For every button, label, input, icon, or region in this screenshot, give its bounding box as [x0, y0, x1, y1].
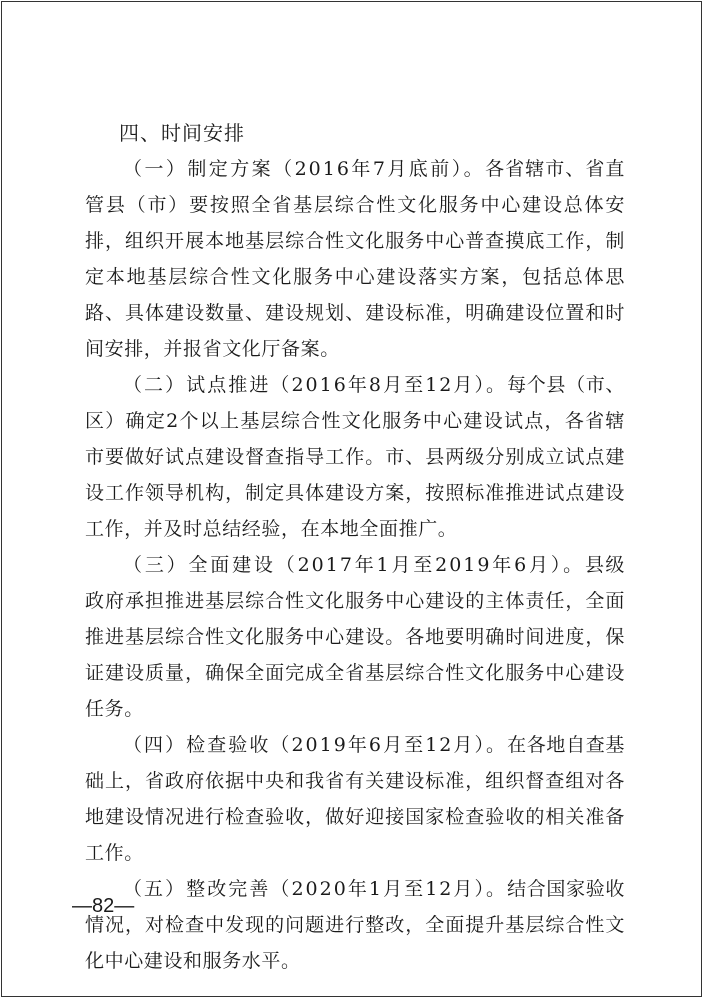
paragraph-lead: （二）试点推进（2016年8月至12月）。: [123, 374, 508, 396]
paragraph-lead: （五）整改完善（2020年1月至12月）。: [123, 878, 508, 900]
paragraph-text: 在各地自查基础上，省政府依据中央和我省有关建设标准，组织督查组对各地建设情况进行检查验收，做好迎接国家检查验收的相关准备工作。: [85, 734, 625, 864]
page-number: —82—: [72, 895, 135, 917]
paragraph-text: 每个县（市、区）确定2个以上基层综合性文化服务中心建设试点，各省辖市要做好试点建设督查指导工作。市、县两级分别成立试点建设工作领导机构，制定具体建设方案，按照标准推进试点建设工作，并及时总结经验，在本地全面推广。: [85, 374, 625, 540]
paragraph-lead: （三）全面建设（2017年1月至2019年6月）。: [123, 554, 585, 576]
section-heading: 四、时间安排: [119, 121, 245, 145]
paragraph-text: 县级政府承担推进基层综合性文化服务中心建设的主体责任，全面推进基层综合性文化服务中心建设。各地要明确时间进度，保证建设质量，确保全面完成全省基层综合性文化服务中心建设任务。: [85, 554, 626, 720]
paragraph-rectification: [85, 871, 625, 979]
paragraph-plan: [85, 151, 625, 367]
paragraph-lead: （四）检查验收（2019年6月至12月）。: [123, 734, 508, 756]
paragraph-text: 各省辖市、省直管县（市）要按照全省基层综合性文化服务中心建设总体安排，组织开展本地基层综合性文化服务中心普查摸底工作，制定本地基层综合性文化服务中心建设落实方案，包括总体思路、具体建设数量、建设规划、建设标准，明确建设位置和时间安排，并报省文化厅备案。: [85, 158, 625, 360]
paragraph-pilot: [85, 367, 625, 547]
paragraph-inspection: [85, 727, 625, 871]
document-body: [85, 115, 625, 979]
paragraph-lead: （一）制定方案（2016年7月底前）。: [123, 158, 486, 180]
paragraph-text: 结合国家验收情况，对检查中发现的问题进行整改，全面提升基层综合性文化中心建设和服务水平。: [85, 878, 625, 972]
paragraph-construction: [85, 547, 625, 727]
